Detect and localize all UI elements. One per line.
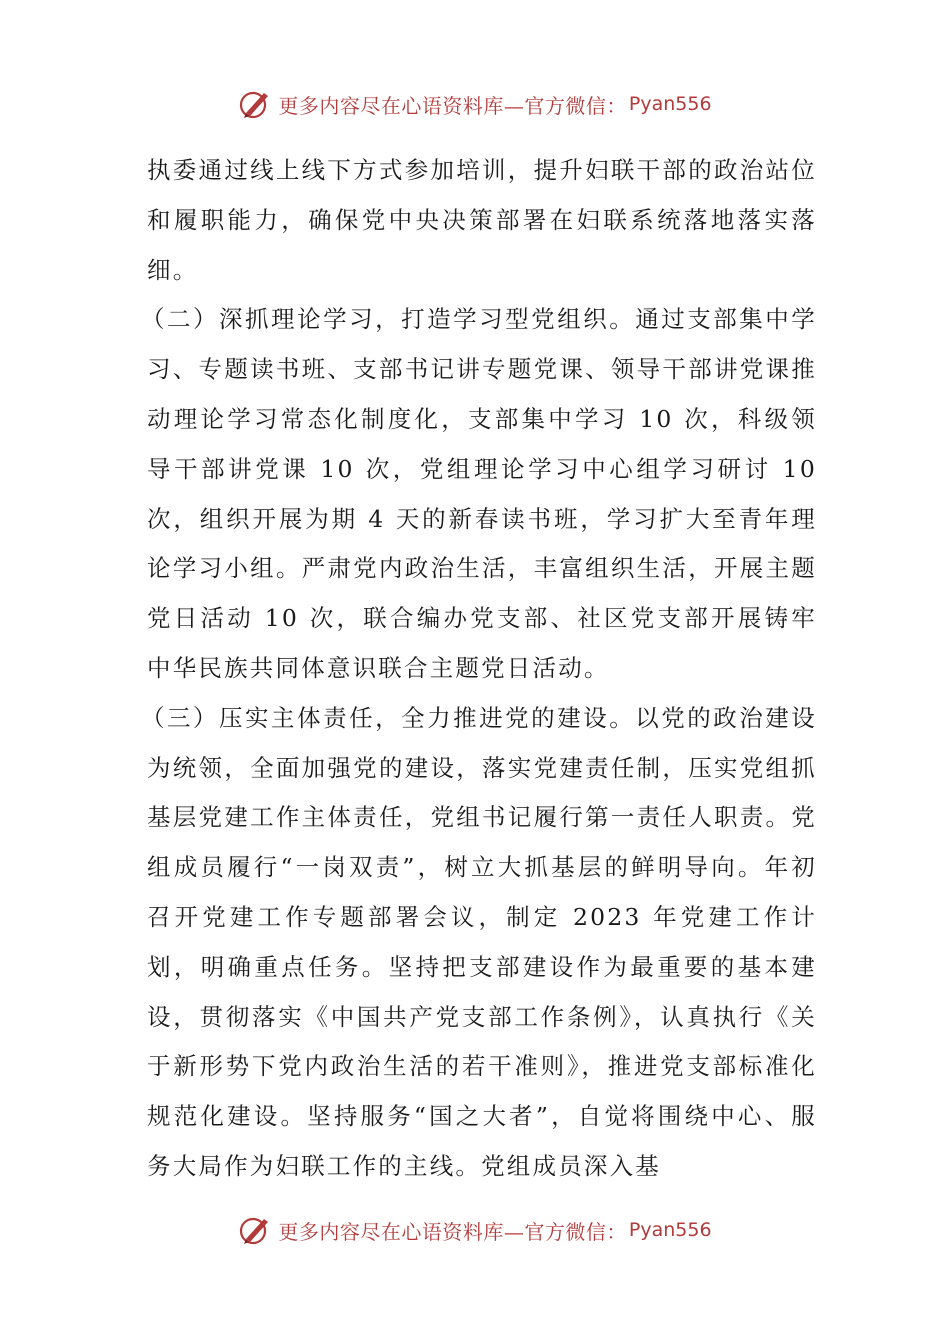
paragraph-1: 执委通过线上线下方式参加培训，提升妇联干部的政治站位和履职能力，确保党中央决策部署在妇联系统落地落实落细。 [147, 156, 817, 284]
document-body [141, 146, 817, 1192]
footer-banner [0, 1210, 950, 1250]
header-banner-text: 更多内容尽在心语资料库—官方微信： [278, 93, 627, 118]
header-wechat-id: Pyan556 [628, 93, 712, 115]
paragraph-2: （二）深抓理论学习，打造学习型党组织。通过支部集中学习、专题读书班、支部书记讲专题党课、领导干部讲党课推动理论学习常态化制度化，支部集中学习 10 次，科级领导干部讲党课 10 次，党组理论学习中心组学习研讨 10 次，组织开展为期 4 天的新春读书班，学习扩大至青年理论学习小组。严肃党内政治生活，丰富组织生活，开展主题党日活动 10 次，联合编办党支部、社区党支部开展铸牢中华民族共同体意识联合主题党日活动。 [141, 305, 817, 682]
header-banner [0, 84, 950, 124]
footer-wechat-id: Pyan556 [628, 1219, 712, 1241]
pen-logo-icon [238, 87, 272, 121]
footer-banner-text: 更多内容尽在心语资料库—官方微信： [278, 1219, 627, 1244]
paragraph-3: （三）压实主体责任，全力推进党的建设。以党的政治建设为统领，全面加强党的建设，落实党建责任制，压实党组抓基层党建工作主体责任，党组书记履行第一责任人职责。党组成员履行“一岗双责”，树立大抓基层的鲜明导向。年初召开党建工作专题部署会议，制定 2023 年党建工作计划，明确重点任务。坚持把支部建设作为最重要的基本建设，贯彻落实《中国共产党支部工作条例》，认真执行《关于新形势下党内政治生活的若干准则》，推进党支部标准化规范化建设。坚持服务“国之大者”，自觉将围绕中心、服务大局作为妇联工作的主线。党组成员深入基 [141, 703, 817, 1180]
pen-logo-icon [238, 1213, 272, 1247]
